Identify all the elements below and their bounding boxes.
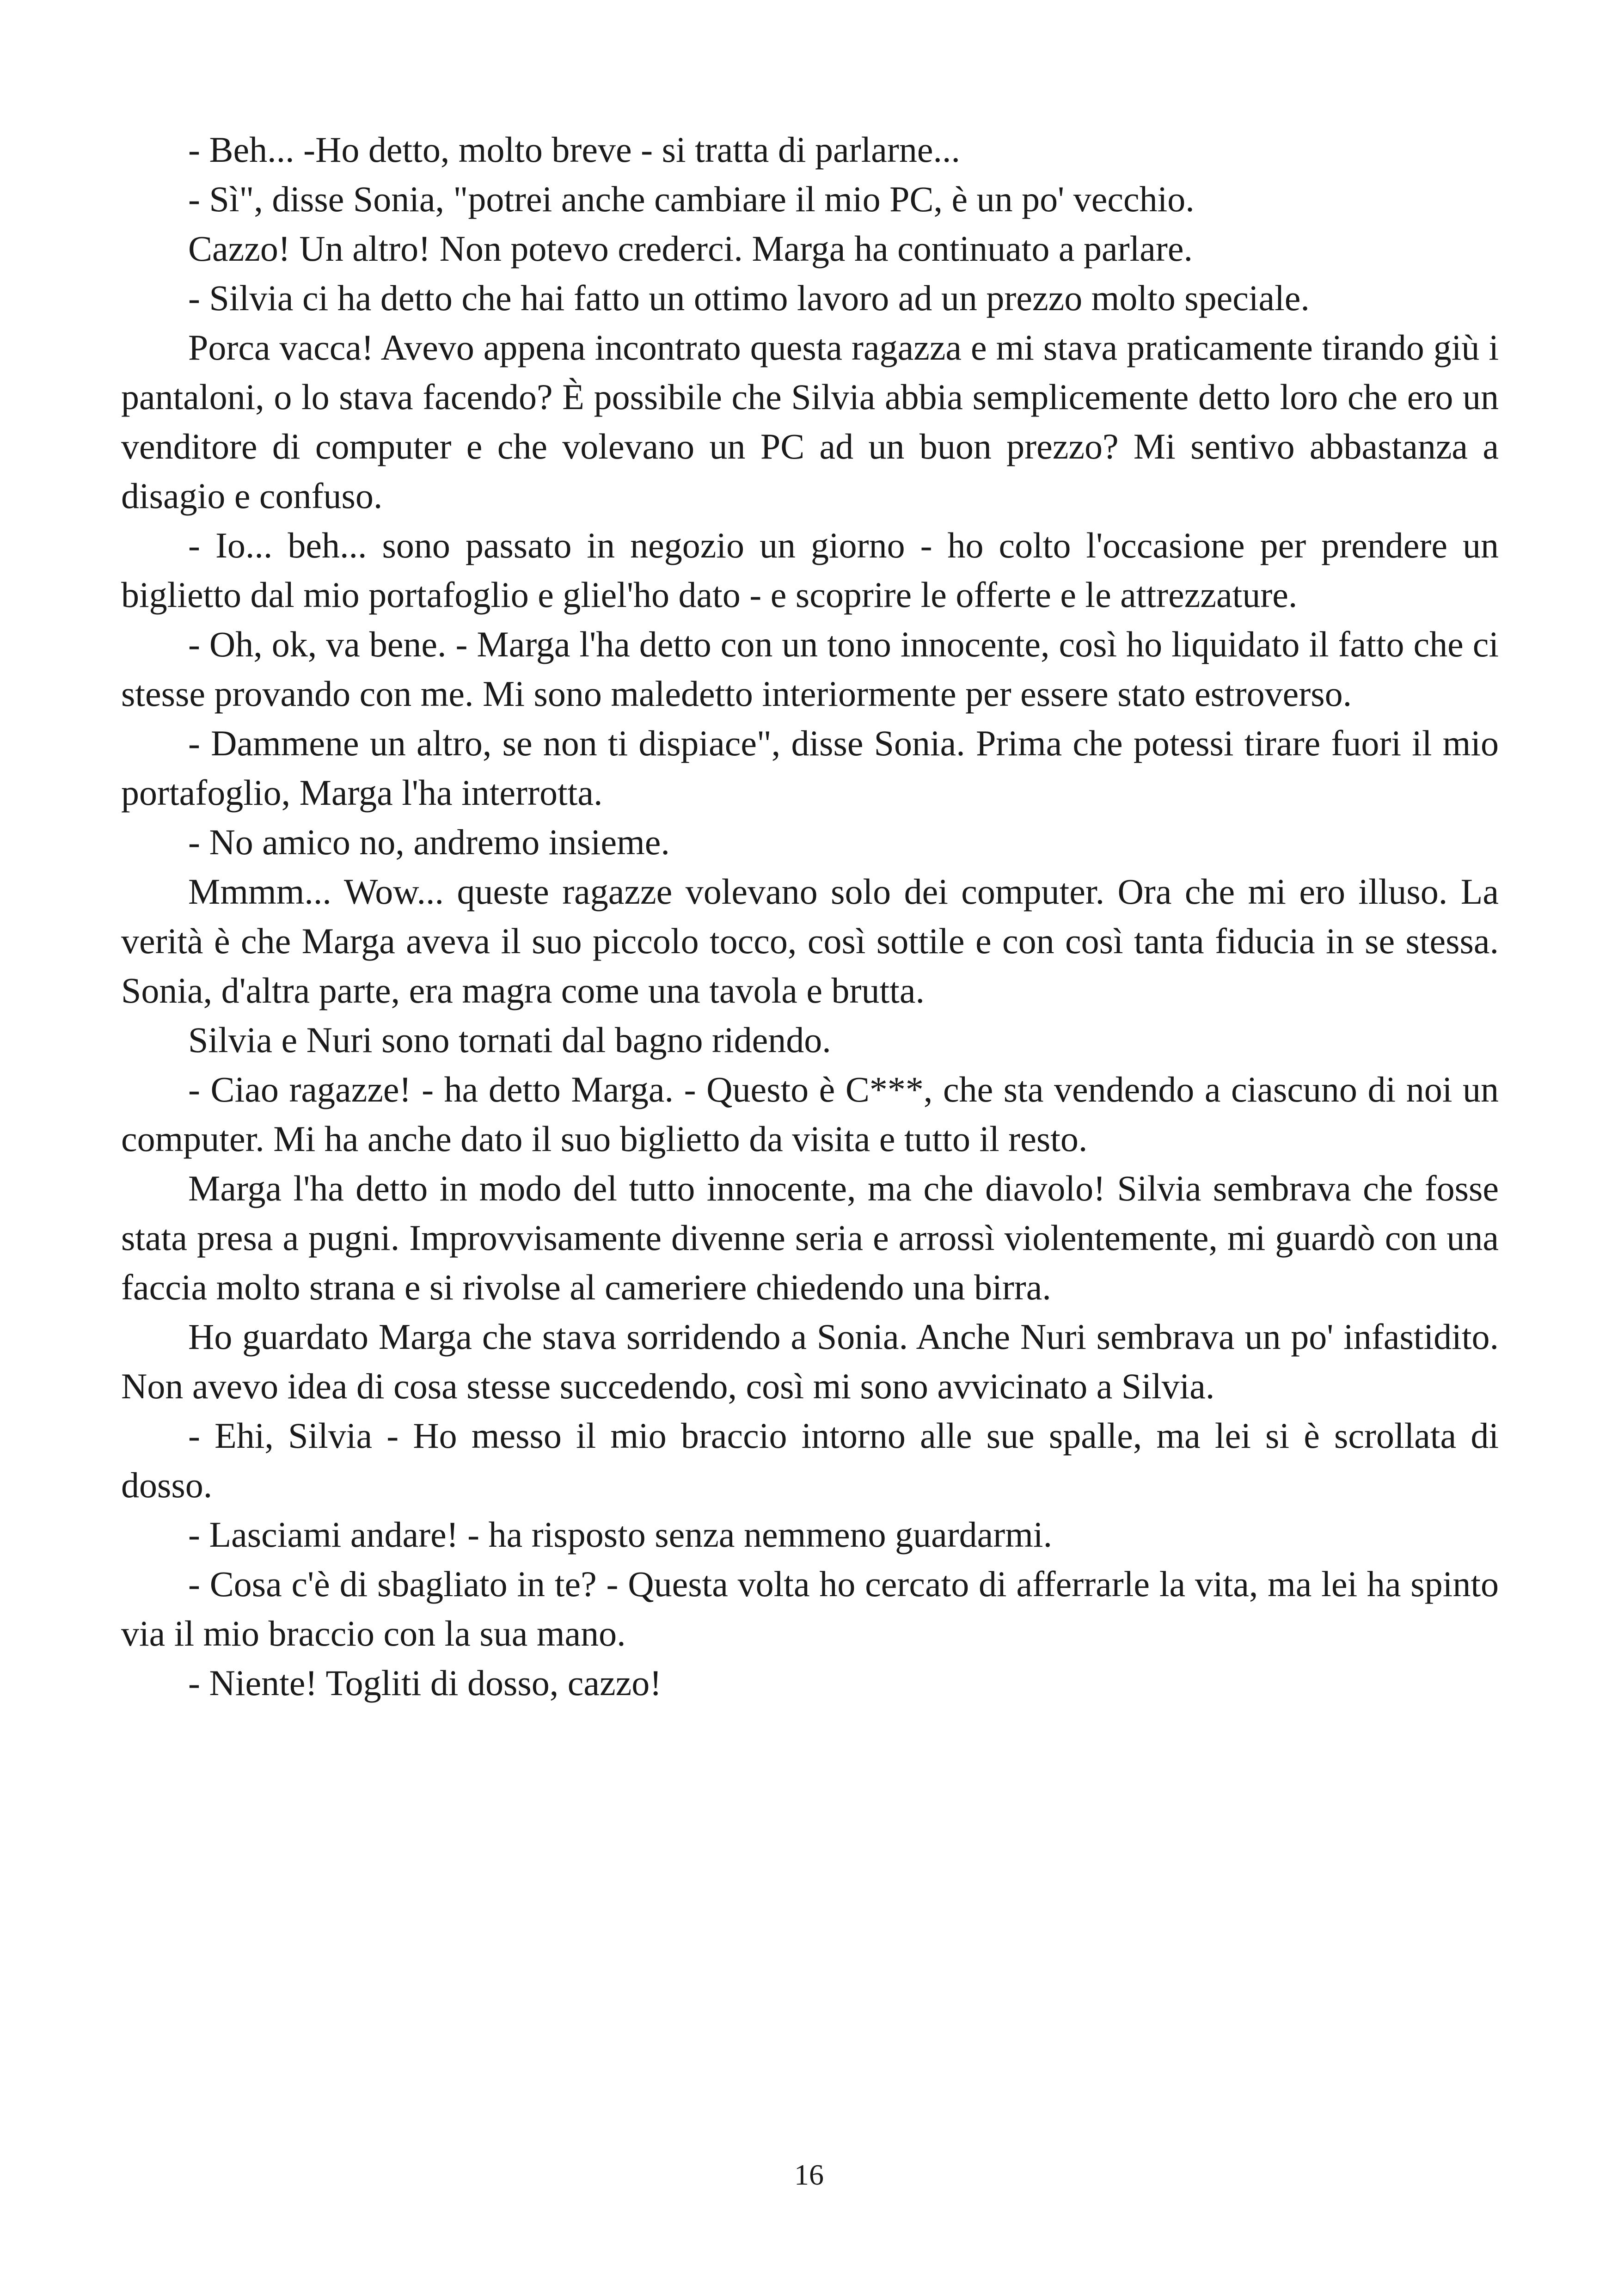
paragraph: - Lasciami andare! - ha risposto senza nemmeno guardarmi. (188, 1514, 1053, 1555)
page-number: 16 (794, 2158, 824, 2191)
paragraph: - Ciao ragazze! - ha detto Marga. - Questo è C***, che sta vendendo a ciascuno di noi un computer. Mi ha anche dato il suo biglietto da visita e tutto il resto. (121, 1069, 1499, 1159)
paragraph: - No amico no, andremo insieme. (188, 822, 670, 862)
paragraph: - Io... beh... sono passato in negozio un giorno - ho colto l'occasione per prendere un biglietto dal mio portafoglio e gliel'ho dato - e scoprire le offerte e le attrezzature. (121, 525, 1499, 615)
paragraph: Marga l'ha detto in modo del tutto innocente, ma che diavolo! Silvia sembrava che fosse stata presa a pugni. Improvvisamente divenne seria e arrossì violentemente, mi guardò con una faccia molto strana e si rivolse al cameriere chiedendo una birra. (121, 1168, 1499, 1307)
paragraph: - Oh, ok, va bene. - Marga l'ha detto con un tono innocente, così ho liquidato il fatto che ci stesse provando con me. Mi sono maledetto interiormente per essere stato estroverso. (121, 624, 1499, 714)
paragraph: - Silvia ci ha detto che hai fatto un ottimo lavoro ad un prezzo molto speciale. (188, 278, 1310, 318)
paragraph: - Ehi, Silvia - Ho messo il mio braccio intorno alle sue spalle, ma lei si è scrollata di dosso. (121, 1415, 1499, 1505)
paragraph: - Cosa c'è di sbagliato in te? - Questa volta ho cercato di afferrarle la vita, ma lei ha spinto via il mio braccio con la sua mano. (121, 1564, 1499, 1653)
paragraph: - Sì", disse Sonia, "potrei anche cambiare il mio PC, è un po' vecchio. (188, 179, 1195, 219)
paragraph: - Niente! Togliti di dosso, cazzo! (188, 1663, 662, 1703)
paragraph: - Dammene un altro, se non ti dispiace", disse Sonia. Prima che potessi tirare fuori il mio portafoglio, Marga l'ha interrotta. (121, 723, 1499, 813)
paragraph: Cazzo! Un altro! Non potevo crederci. Marga ha continuato a parlare. (188, 228, 1193, 269)
paragraph: - Beh... -Ho detto, molto breve - si tratta di parlarne... (188, 129, 960, 170)
page-body (121, 125, 1499, 1708)
paragraph: Mmmm... Wow... queste ragazze volevano solo dei computer. Ora che mi ero illuso. La verità è che Marga aveva il suo piccolo tocco, così sottile e con così tanta fiducia in se stessa. Sonia, d'altra parte, era magra come una tavola e brutta. (121, 871, 1499, 1010)
paragraph: Ho guardato Marga che stava sorridendo a Sonia. Anche Nuri sembrava un po' infastidito. Non avevo idea di cosa stesse succedendo, così mi sono avvicinato a Silvia. (121, 1316, 1499, 1406)
paragraph: Porca vacca! Avevo appena incontrato questa ragazza e mi stava praticamente tirando giù i pantaloni, o lo stava facendo? È possibile che Silvia abbia semplicemente detto loro che ero un venditore di computer e che volevano un PC ad un buon prezzo? Mi sentivo abbastanza a disagio e confuso. (121, 327, 1499, 516)
paragraph: Silvia e Nuri sono tornati dal bagno ridendo. (188, 1020, 831, 1060)
